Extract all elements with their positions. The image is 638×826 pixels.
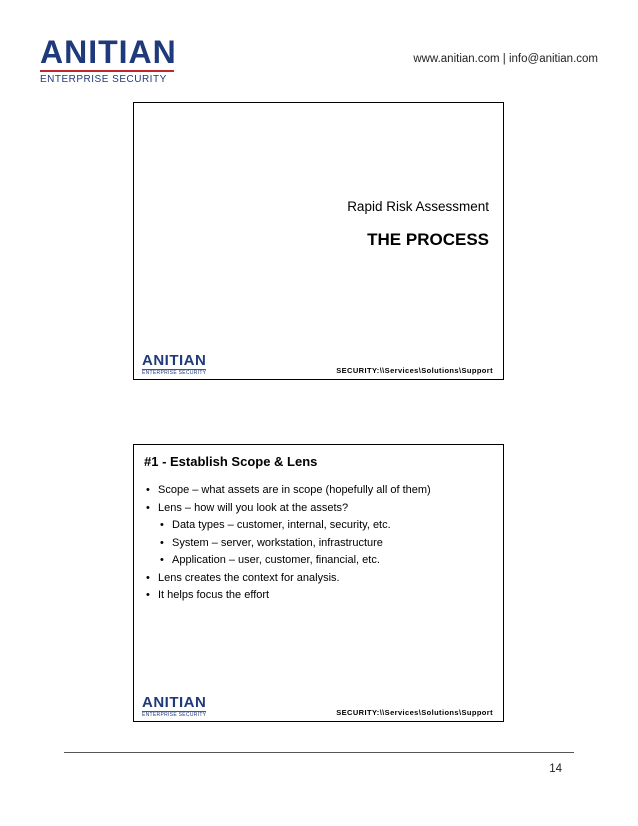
logo-name: ANITIAN bbox=[40, 34, 177, 70]
bullet-item: • Lens – how will you look at the assets? bbox=[146, 500, 431, 518]
bullet-item: • Scope – what assets are in scope (hopefully all of them) bbox=[146, 482, 431, 500]
contact-info: www.anitian.com | info@anitian.com bbox=[413, 53, 598, 65]
logo-tagline: ENTERPRISE SECURITY bbox=[40, 74, 167, 85]
slide-the-process bbox=[133, 102, 504, 380]
page-number: 14 bbox=[549, 763, 562, 775]
slide-heading: #1 - Establish Scope & Lens bbox=[144, 454, 318, 469]
sub-bullet-item: • Data types – customer, internal, security, etc. bbox=[160, 517, 431, 535]
bullet-list bbox=[146, 482, 431, 605]
anitian-logo bbox=[40, 36, 180, 85]
slide-title: THE PROCESS bbox=[367, 230, 489, 249]
slide-logo bbox=[142, 353, 212, 376]
bullet-item: • It helps focus the effort bbox=[146, 587, 431, 605]
slide-footer: SECURITY:\\Services\Solutions\Support bbox=[336, 366, 493, 375]
slide-logo-tagline: ENTERPRISE SECURITY bbox=[142, 712, 207, 718]
slide-subtitle: Rapid Risk Assessment bbox=[347, 199, 489, 214]
sub-bullet-item: • System – server, workstation, infrastructure bbox=[160, 535, 431, 553]
slide-footer: SECURITY:\\Services\Solutions\Support bbox=[336, 708, 493, 717]
bullet-item: • Lens creates the context for analysis. bbox=[146, 570, 431, 588]
slide-establish-scope bbox=[133, 444, 504, 722]
logo-divider bbox=[40, 70, 174, 72]
footer-divider bbox=[64, 752, 574, 753]
slide-logo-tagline: ENTERPRISE SECURITY bbox=[142, 370, 207, 376]
slide-logo-name: ANITIAN bbox=[142, 694, 207, 711]
slide-logo bbox=[142, 695, 212, 718]
sub-bullet-item: • Application – user, customer, financial, etc. bbox=[160, 552, 431, 570]
slide-logo-name: ANITIAN bbox=[142, 352, 207, 369]
